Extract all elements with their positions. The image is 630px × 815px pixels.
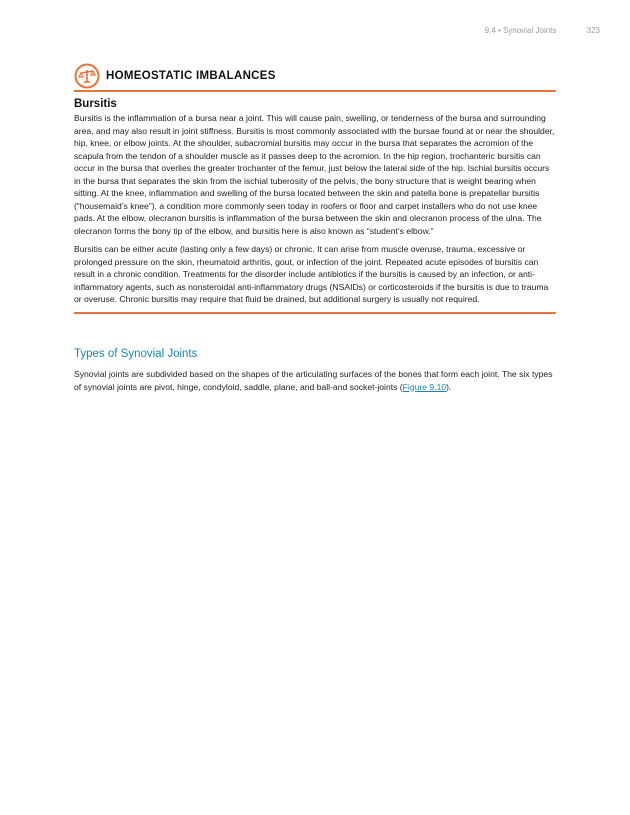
bursitis-paragraph-2: Bursitis can be either acute (lasting only a few days) or chronic. It can arise from muscle overuse, trauma, excessive or prolonged pressure on the skin, rheumatoid arthritis, gout, or infection of the joint. Repeated acute episodes of bursitis can result in a chronic condition. Treatments for the disorder include antibiotics if the bursitis is caused by an infection, or anti-inflammatory agents, such as nonsteroidal anti-inflammatory drugs (NSAIDs) or corticosteroids if the bursitis is due to trauma or overuse. Chronic bursitis may require that fluid be drained, but additional surgery is usually not required.	[74, 244, 549, 304]
figure-link[interactable]: Figure 9.10	[402, 381, 447, 392]
types-of-synovial-joints-section	[74, 348, 556, 399]
running-head-section: 9.4 • Synovial Joints	[484, 26, 557, 35]
homeostatic-imbalances-feature	[74, 64, 556, 314]
page-number: 323	[586, 26, 600, 35]
section-heading: Types of Synovial Joints	[74, 348, 198, 360]
bursitis-paragraph-1: Bursitis is the inflammation of a bursa near a joint. This will cause pain, swelling, or tenderness of the bursa and surrounding area, and may also result in joint stiffness. Bursitis is most commonly associated with the bursae found at or near the shoulder, hip, knee, or elbow joints. At the shoulder, subacromial bursitis may occur in the bursa that separates the acromion of the scapula from the tendon of a shoulder muscle as it passes deep to the acromion. In the hip region, trochanteric bursitis can occur in the bursa that overlies the greater trochanter of the femur, just below the lateral side of the hip. Ischial bursitis occurs in the bursa that separates the skin from the ischial tuberosity of the pelvis, the bony structure that is weight bearing when sitting. At the knee, inflammation and swelling of the bursa located between the skin and patella bone is prepatellar bursitis (“housemaid’s knee”), a condition more commonly seen today in roofers or floor and carpet installers who do not use knee pads. At the elbow, olecranon bursitis is inflammation of the bursa between the skin and olecranon process of the ulna. The olecranon forms the bony tip of the elbow, and bursitis here is also known as “student’s elbow.”	[74, 113, 555, 236]
homeostatic-balance-scale-icon	[74, 63, 100, 89]
article-title: Bursitis	[74, 98, 117, 110]
section-paragraph	[74, 368, 556, 393]
feature-divider	[74, 312, 556, 314]
running-head	[485, 26, 600, 35]
section-text-after-link: ).	[446, 381, 452, 392]
feature-header	[74, 64, 556, 92]
section-text-before-link: Synovial joints are subdivided based on the shapes of the articulating surfaces of the bones that form each joint. The six types of synovial joints are pivot, hinge, condyloid, saddle, plane, and ball-and socket-joints (	[74, 369, 553, 392]
feature-title: HOMEOSTATIC IMBALANCES	[106, 70, 276, 82]
